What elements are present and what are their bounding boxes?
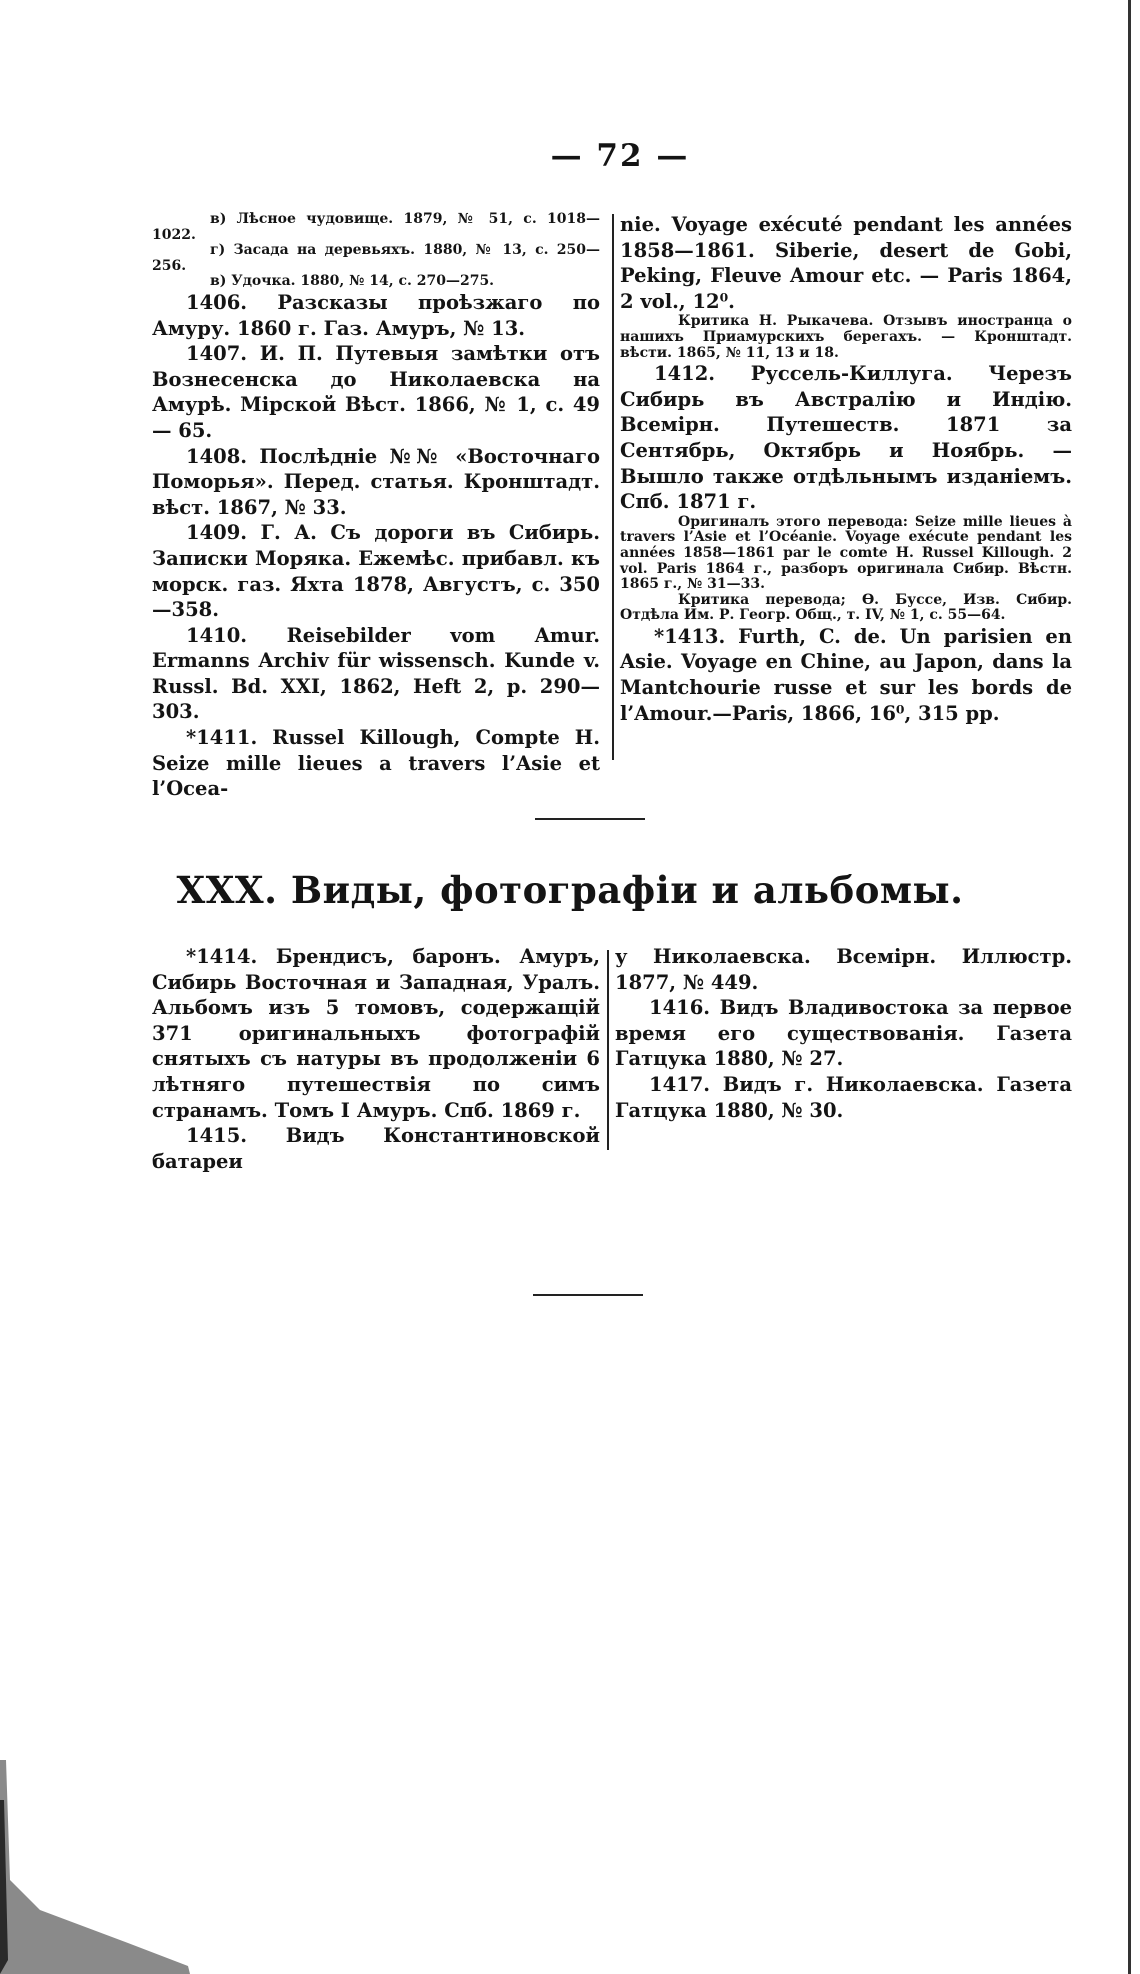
entry-continuation: у Николаевска. Всемірн. Иллюстр. 1877, № 449. xyxy=(615,945,1072,994)
scan-smudge xyxy=(0,1760,190,1974)
footnote-paragraph: г) Засада на деревьяхъ. 1880, № 13, с. 250—256. xyxy=(152,242,600,274)
entry-continuation: nie. Voyage exécuté pendant les années 1858—1861. Siberie, desert de Gobi, Peking, Fleuve Amour etc. — Paris 1864, 2 vol., 12⁰. xyxy=(620,213,1072,313)
bibliography-entry: 1412. Руссель-Киллуга. Черезъ Сибирь въ Австралію и Индію. Всемірн. Путешеств. 1871 за Сентябрь, Октябрь и Ноябрь. — Вышло также отдѣльнымъ изданіемъ. Спб. 1871 г. xyxy=(620,362,1072,514)
bibliography-entry: *1411. Russel Killough, Compte H. Seize mille lieues a travers l’Asie et l’Ocea- xyxy=(152,726,600,801)
bibliography-entry: *1413. Furth, C. de. Un parisien en Asie. Voyage en Chine, au Japon, dans la Mantchourie russe et sur les bords de l’Amour.—Paris, 1866, 16⁰, 315 pp. xyxy=(620,624,1072,725)
bibliography-entry: *1414. Брендисъ, баронъ. Амуръ, Сибирь Восточная и Западная, Уралъ. Альбомъ изъ 5 томовъ, содержащій 371 оригинальныхъ фотографій снятыхъ съ натуры въ продолженіи 6 лѣтняго путешествія по симъ странамъ. Томъ I Амуръ. Спб. 1869 г. xyxy=(152,945,600,1122)
bibliography-entry: 1408. Послѣдніе №№ «Восточнаго Поморья». Перед. статья. Кронштадт. вѣст. 1867, № 33. xyxy=(152,444,600,519)
column-divider-top xyxy=(612,214,614,760)
bibliography-entry: 1415. Видъ Константиновской батареи xyxy=(152,1124,600,1173)
footnote-paragraph: Критика перевода; Ѳ. Буссе, Изв. Сибир. Отдѣла Им. Р. Геогр. Общ., т. IV, № 1, с. 55—64. xyxy=(620,591,1072,624)
column-divider-bottom xyxy=(607,950,609,1150)
footnote-paragraph: Критика Н. Рыкачева. Отзывъ иностранца о нашихъ Приамурскихъ берегахъ. — Кронштадт. вѣсти. 1865, № 11, 13 и 18. xyxy=(620,313,1072,361)
section-title: XXX. Виды, фотографіи и альбомы. xyxy=(176,868,964,912)
bibliography-entry: 1417. Видъ г. Николаевска. Газета Гатцука 1880, № 30. xyxy=(615,1072,1072,1122)
column-top-left xyxy=(152,211,600,801)
bibliography-entry: 1410. Reisebilder vom Amur. Ermanns Archiv für wissensch. Kunde v. Russl. Bd. XXI, 1862, Heft 2, p. 290—303. xyxy=(152,623,600,724)
column-top-right xyxy=(620,212,1072,760)
bibliography-entry: 1409. Г. А. Съ дороги въ Сибирь. Записки Моряка. Ежемѣс. прибавл. къ морск. газ. Яхта 1878, Августъ, с. 350—358. xyxy=(152,521,600,622)
footnote-paragraph: в) Удочка. 1880, № 14, с. 270—275. xyxy=(210,273,495,290)
page-number: — 72 — xyxy=(550,138,690,174)
bibliography-entry: 1406. Разсказы проѣзжаго по Амуру. 1860 г. Газ. Амуръ, № 13. xyxy=(152,290,600,340)
separator-rule-bottom xyxy=(533,1294,643,1296)
bibliography-entry: 1407. И. П. Путевыя замѣтки отъ Вознесенска до Николаевска на Амурѣ. Мірской Вѣст. 1866, № 1, с. 49 — 65. xyxy=(152,342,600,442)
separator-rule-top xyxy=(535,818,645,820)
column-bottom-left xyxy=(152,944,600,1173)
footnote-paragraph: Оригиналъ этого перевода: Seize mille lieues à travers l’Asie et l’Océanie. Voyage exécute pendant les années 1858—1861 par le comte H. Russel Killough. 2 vol. Paris 1864 г., разборъ оригинала Сибир. Вѣстн. 1865 г., № 31—33. xyxy=(620,513,1072,593)
column-bottom-right xyxy=(615,944,1072,1154)
footnote-paragraph: в) Лѣсное чудовище. 1879, № 51, с. 1018—1022. xyxy=(152,211,600,243)
page-edge-line xyxy=(1128,0,1131,1974)
bibliography-entry: 1416. Видъ Владивостока за первое время его существованія. Газета Гатцука 1880, № 27. xyxy=(615,996,1072,1071)
